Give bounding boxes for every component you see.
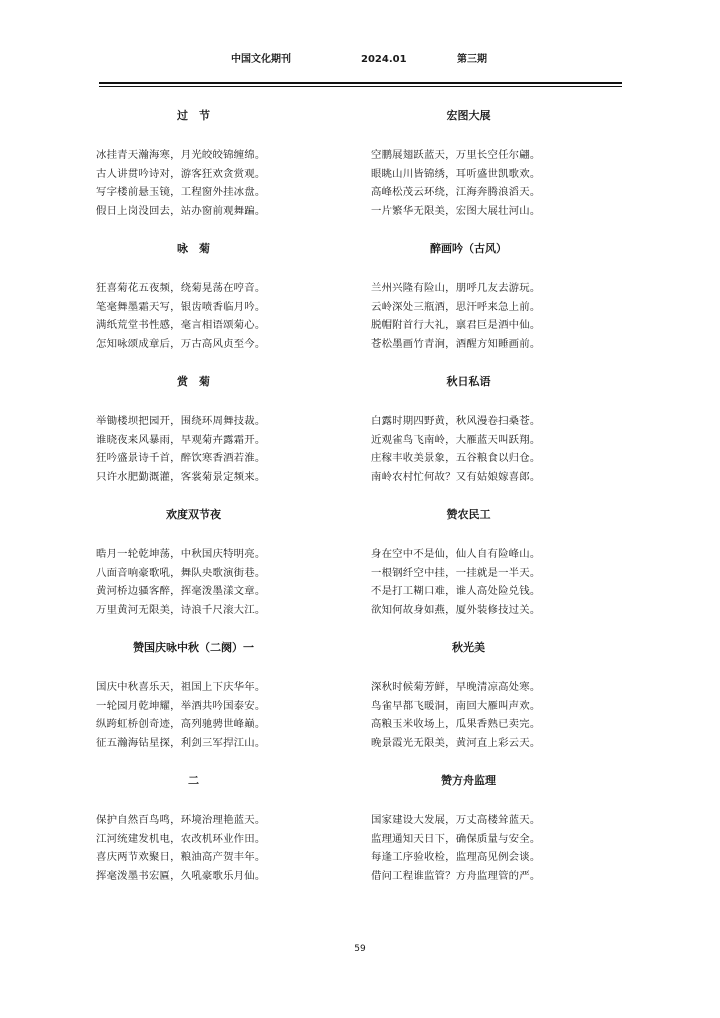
poem-line: 假日上岗没回去，站办窗前观舞蹁。 bbox=[96, 204, 266, 217]
poem-line: 身在空中不是仙，仙人自有险峰山。 bbox=[371, 548, 541, 560]
poem-line: 云岭深处三瓶酒，思汗呼来急上前。 bbox=[371, 300, 541, 313]
poem bbox=[96, 106, 291, 239]
poem-line: 谁晓夜来风暴雨，早观菊卉露霜开。 bbox=[96, 433, 266, 446]
header-rule-thin bbox=[99, 86, 622, 87]
poem-title: 秋光美 bbox=[452, 641, 485, 654]
poem bbox=[96, 239, 291, 372]
poem-line: 写字楼前悬玉镜，工程窗外挂冰盘。 bbox=[96, 186, 266, 198]
poem-line: 监理通知天日下，确保质量与安全。 bbox=[371, 832, 541, 845]
poem-line: 冰挂青天瀚海寒，月光皎皎锦缠绵。 bbox=[96, 149, 266, 161]
poem-line: 古人讲贯吟诗对，游客狂欢贪赏观。 bbox=[96, 167, 266, 180]
issue-number: 第三期 bbox=[457, 54, 487, 65]
poem-line: 万里黄河无限美，诗浪千尺滚大江。 bbox=[96, 603, 266, 616]
poem-line: 江河统建发机电，农改机环业作田。 bbox=[96, 832, 266, 845]
poem-line: 国庆中秋喜乐天，祖国上下庆华年。 bbox=[96, 681, 266, 693]
poem-line: 苍松墨画竹青涧，酒醒方知睡画前。 bbox=[371, 337, 541, 350]
poem-line: 欲知何故身如燕，厦外装修技过关。 bbox=[371, 603, 541, 616]
poem-line: 纵跨虹桥创奇迹，高列驰骋世峰巅。 bbox=[96, 718, 266, 730]
poem-title: 赏 菊 bbox=[177, 375, 210, 388]
poem-line: 晚景霞光无限美，黄河直上彩云天。 bbox=[371, 736, 541, 749]
poem-line: 黄河桥边骚客醉，挥毫泼墨漾文章。 bbox=[96, 585, 266, 597]
poem-line: 举锄楼坝把园开，围绕环周舞技裁。 bbox=[96, 415, 266, 427]
poem bbox=[96, 505, 291, 638]
poem-title: 宏图大展 bbox=[446, 109, 491, 122]
poem-line: 兰州兴隆有险山，朋呼几友去游玩。 bbox=[371, 282, 541, 294]
poem bbox=[371, 505, 566, 638]
poem-title: 赞方舟监理 bbox=[441, 774, 496, 787]
poem-line: 庄稼丰收美景象，五谷粮食以归仓。 bbox=[371, 452, 541, 464]
poem-line: 白露时期四野黄，秋风漫卷扫桑苍。 bbox=[371, 415, 541, 427]
journal-name: 中国文化期刊 bbox=[231, 54, 291, 65]
poem-title: 醉画吟（古风） bbox=[430, 242, 507, 255]
poem bbox=[371, 106, 566, 239]
poem-line: 每逢工序验收检，监理高见例会谈。 bbox=[371, 851, 541, 863]
poem-line: 狂喜菊花五夜频，绕菊晃荡在哼音。 bbox=[96, 282, 266, 294]
poem-line: 晧月一轮乾坤荡，中秋国庆特明亮。 bbox=[96, 548, 266, 560]
poem bbox=[371, 771, 566, 904]
poem-line: 保护自然百鸟鸣，环境治理艳蓝天。 bbox=[96, 814, 266, 826]
poem-line: 征五瀚海钻星探，利剑三军捍江山。 bbox=[96, 736, 266, 749]
poem-title: 二 bbox=[188, 774, 199, 787]
poem-line: 不是打工糊口难，谁人高处险兑钱。 bbox=[371, 585, 541, 597]
poem bbox=[96, 771, 291, 904]
issue-date: 2024.01 bbox=[361, 54, 407, 65]
poem-line: 空鹏展翅跃蓝天，万里长空任尔翩。 bbox=[371, 149, 541, 161]
right-column bbox=[371, 106, 566, 904]
poem-line: 南岭农村忙何故？又有姑娘嫁喜郎。 bbox=[371, 470, 541, 483]
poem bbox=[371, 372, 566, 505]
poem-line: 高峰松茂云环绕，江海奔腾浪滔天。 bbox=[371, 186, 541, 198]
page-number: 59 bbox=[354, 944, 366, 954]
running-header bbox=[0, 51, 720, 69]
poem-line: 脱帽附首行大礼，禀君巨是酒中仙。 bbox=[371, 319, 541, 331]
poem-line: 喜庆两节欢聚日，粮油高产贺丰年。 bbox=[96, 851, 266, 863]
poem-line: 近观雀鸟飞南岭，大雁蓝天叫跃翔。 bbox=[371, 433, 541, 446]
poem-line: 借问工程谁监管？方舟监理管的严。 bbox=[371, 869, 541, 882]
poem-line: 挥毫泼墨书宏匾，久吼豪歌乐月仙。 bbox=[96, 869, 266, 882]
header-rule-thick bbox=[99, 82, 622, 84]
poem-line: 国家建设大发展，万丈高楼耸蓝天。 bbox=[371, 814, 541, 826]
poem-line: 狂吟盛景诗千首，醉饮寒香酒若淮。 bbox=[96, 452, 266, 464]
poem-line: 满纸荒堂书性感，毫言相语颂菊心。 bbox=[96, 319, 266, 331]
poem-title: 秋日私语 bbox=[446, 375, 491, 388]
poem-line: 一片繁华无限美，宏图大展壮河山。 bbox=[371, 204, 541, 217]
poem-line: 八面音响豪歌吼，舞队央歌演街巷。 bbox=[96, 566, 266, 579]
poem bbox=[96, 372, 291, 505]
poem-title: 赞农民工 bbox=[446, 508, 491, 521]
left-column bbox=[96, 106, 291, 904]
poem-title: 咏 菊 bbox=[177, 242, 210, 255]
poem bbox=[96, 638, 291, 771]
poem-line: 笔毫舞墨霜天写，银齿喷香临月吟。 bbox=[96, 300, 266, 313]
poem-title: 欢度双节夜 bbox=[166, 508, 221, 521]
poem bbox=[371, 638, 566, 771]
poem-line: 鸟雀早都飞暖洞，南回大雁叫声欢。 bbox=[371, 699, 541, 712]
poem-line: 一轮园月乾坤耀，举酒共吟国泰安。 bbox=[96, 699, 266, 712]
poem-line: 高粮玉米收场上，瓜果香熟已卖完。 bbox=[371, 718, 541, 730]
poem-line: 只许水肥勤溉灌，客裳菊景定频来。 bbox=[96, 470, 266, 483]
poem-line: 眼眺山川皆锦绣，耳听盛世凯歌欢。 bbox=[371, 167, 541, 180]
poem-title: 赞国庆咏中秋（二阕）一 bbox=[133, 641, 254, 654]
poem-line: 怎知咏颂成章后，万古高风贞至今。 bbox=[96, 337, 266, 350]
poem-line: 深秋时候菊芳鲜，早晚清凉高处寒。 bbox=[371, 681, 541, 693]
poem-line: 一根钢纤空中挂，一挂就是一半天。 bbox=[371, 566, 541, 579]
poem-title: 过 节 bbox=[177, 109, 210, 122]
poem bbox=[371, 239, 566, 372]
